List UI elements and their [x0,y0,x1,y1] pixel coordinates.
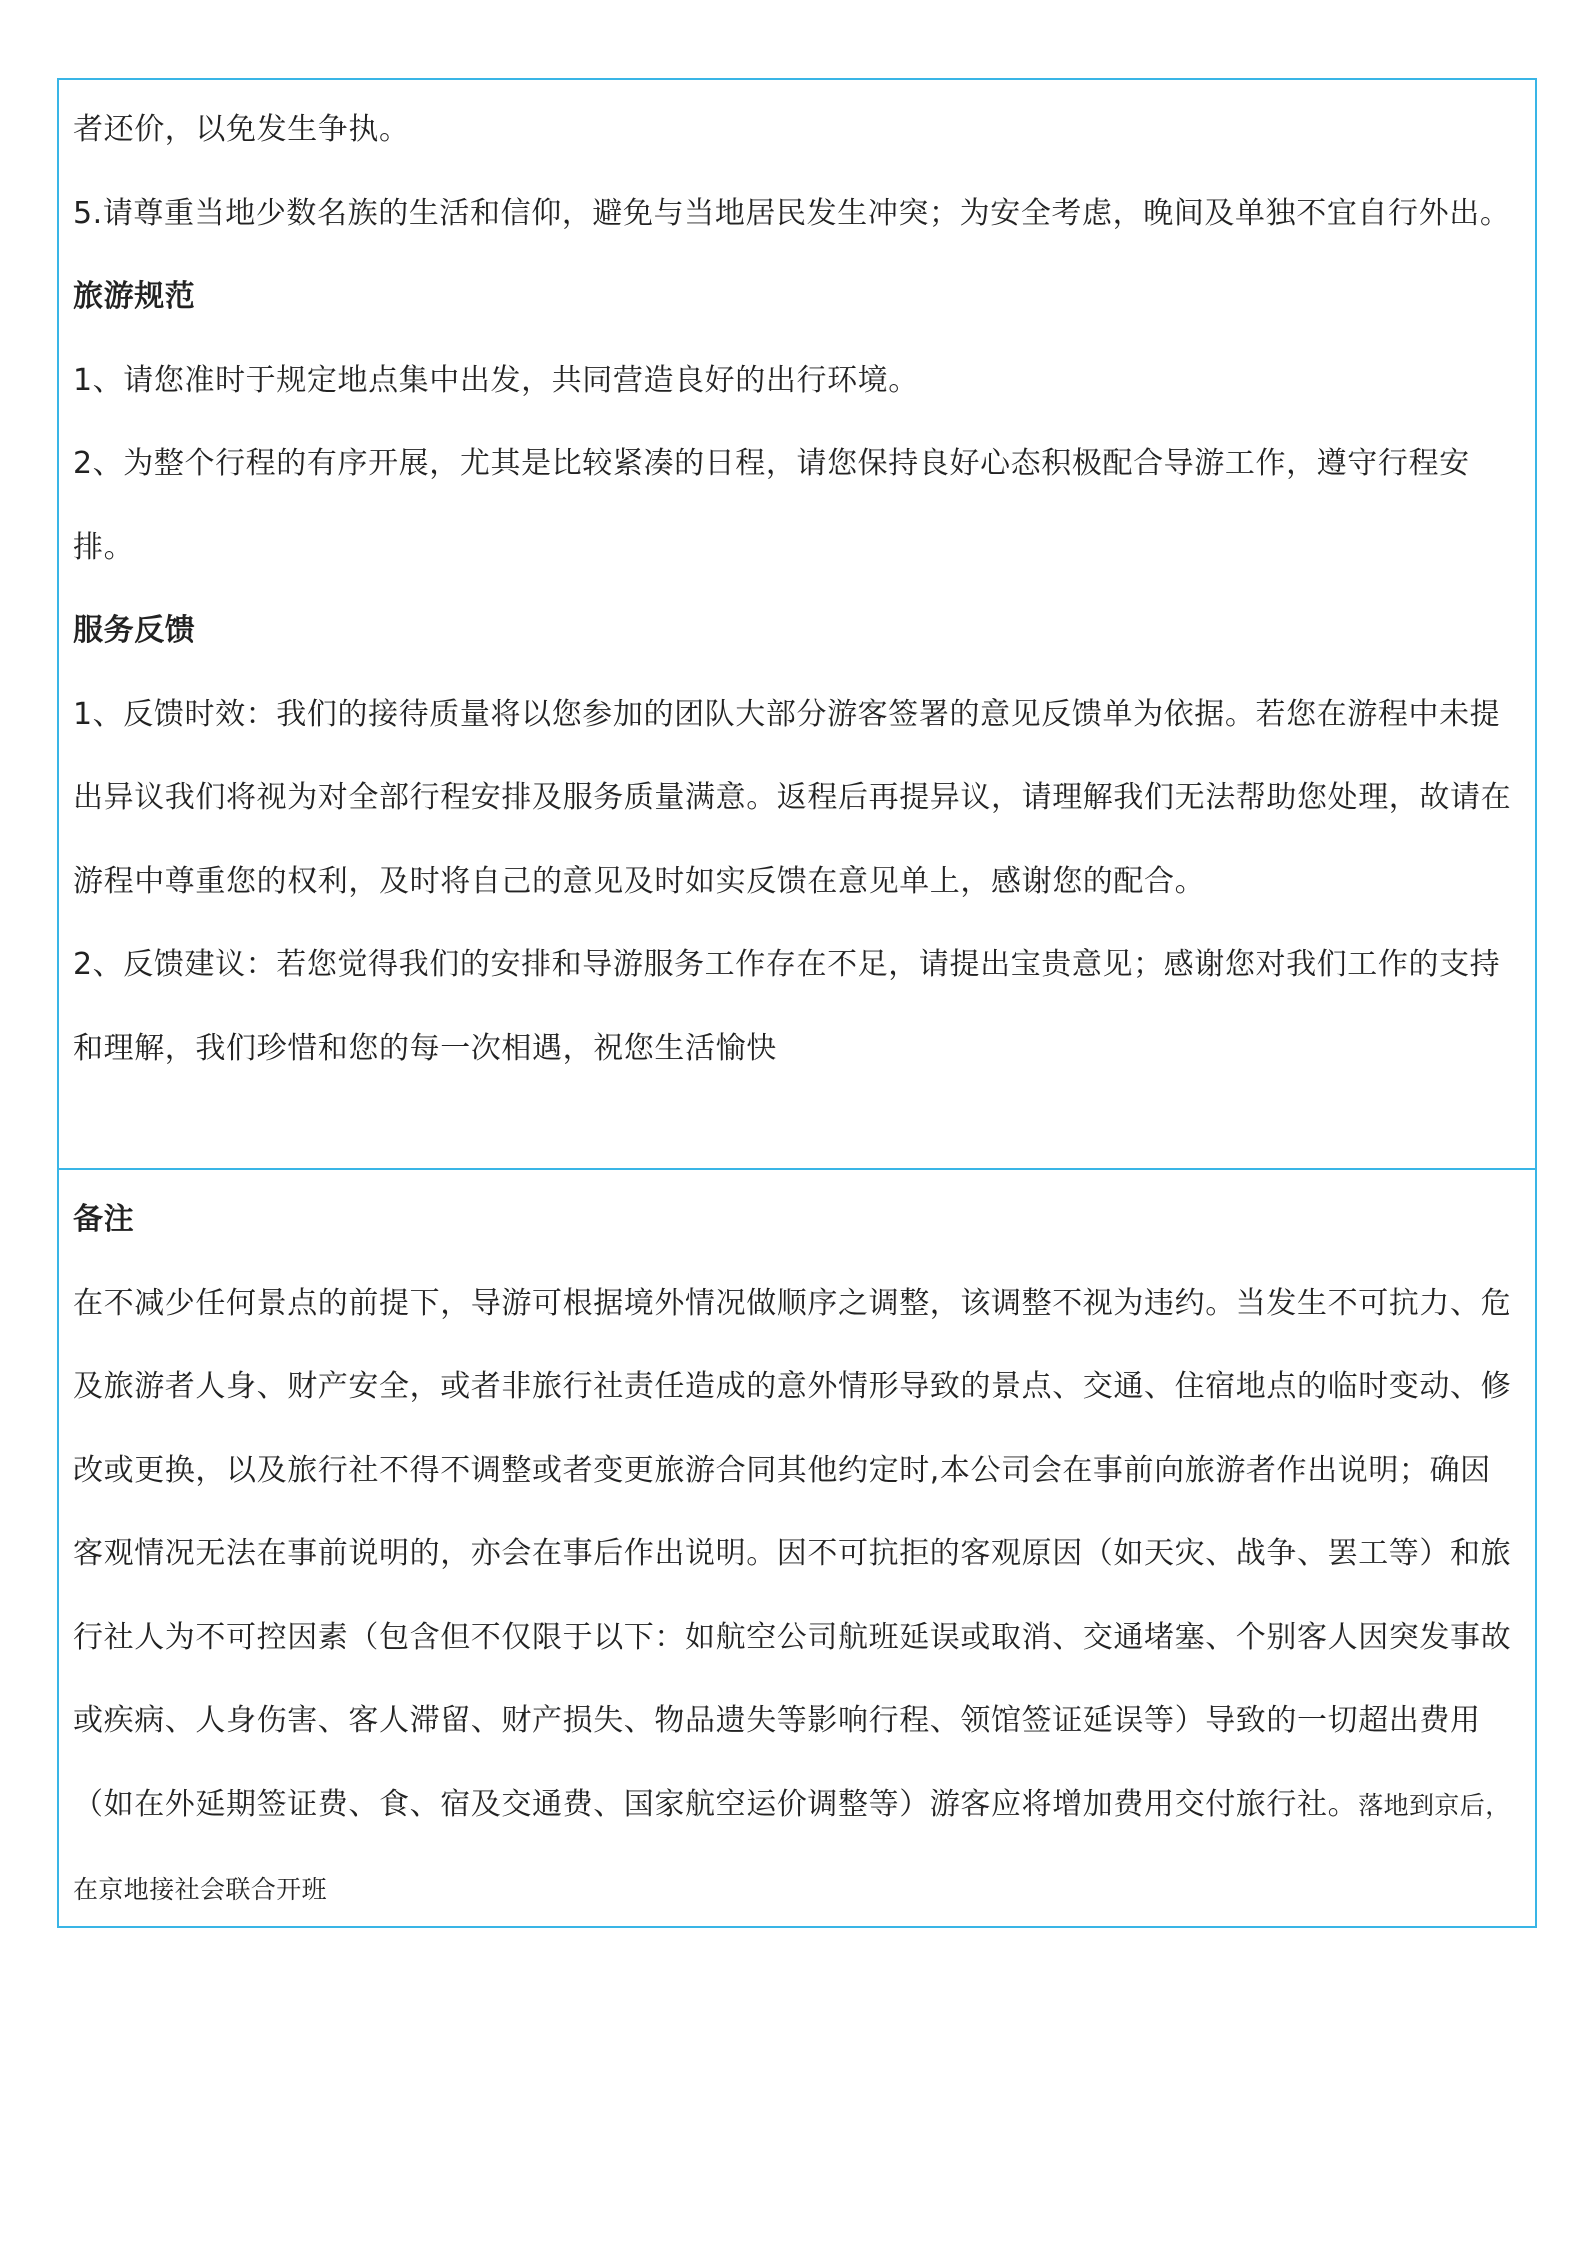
document-table [57,78,1537,1928]
travel-rules-heading: 旅游规范 [73,279,196,314]
notes-heading: 备注 [73,1202,135,1237]
notes-cell [59,1168,1535,1926]
guidelines-cell [59,80,1535,1168]
travel-rules-item-2: 2、为整个行程的有序开展，尤其是比较紧凑的日程，请您保持良好心态积极配合导游工作，遵守行程安排。 [73,446,1470,565]
notes-body-text: 在不减少任何景点的前提下，导游可根据境外情况做顺序之调整，该调整不视为违约。当发生不可抗力、危及旅游者人身、财产安全，或者非旅行社责任造成的意外情形导致的景点、交通、住宿地点的临时变动、修改或更换，以及旅行社不得不调整或者变更旅游合同其他约定时,本公司会在事前向旅游者作出说明；确因客观情况无法在事前说明的，亦会在事后作出说明。因不可抗拒的客观原因（如天灾、战争、罢工等）和旅行社人为不可控因素（包含但不仅限于以下：如航空公司航班延误或取消、交通堵塞、个别客人因突发事故或疾病、人身伤害、客人滞留、财产损失、物品遗失等影响行程、领馆签证延误等）导致的一切超出费用（如在外延期签证费、食、宿及交通费、国家航空运价调整等）游客应将增加费用交付旅行社。 [73,1285,1512,1822]
paragraph-item-5: 5.请尊重当地少数名族的生活和信仰，避免与当地居民发生冲突；为安全考虑，晚间及单独不宜自行外出。 [73,195,1511,231]
feedback-item-2: 2、反馈建议：若您觉得我们的安排和导游服务工作存在不足，请提出宝贵意见；感谢您对我们工作的支持和理解，我们珍惜和您的每一次相遇，祝您生活愉快 [73,947,1501,1066]
paragraph-continuation: 者还价，以免发生争执。 [73,112,410,147]
feedback-item-1: 1、反馈时效：我们的接待质量将以您参加的团队大部分游客签署的意见反馈单为依据。若您在游程中未提出异议我们将视为对全部行程安排及服务质量满意。返程后再提异议，请理解我们无法帮助您处理，故请在游程中尊重您的权利，及时将自己的意见及时如实反馈在意见单上，感谢您的配合。 [73,696,1512,899]
travel-rules-item-1: 1、请您准时于规定地点集中出发，共同营造良好的出行环境。 [73,362,919,398]
notes-body [73,1262,1521,1932]
feedback-heading: 服务反馈 [73,613,196,648]
notes-tail-text: 落地到京后，在京地接社会联合开班 [73,1790,1511,1904]
